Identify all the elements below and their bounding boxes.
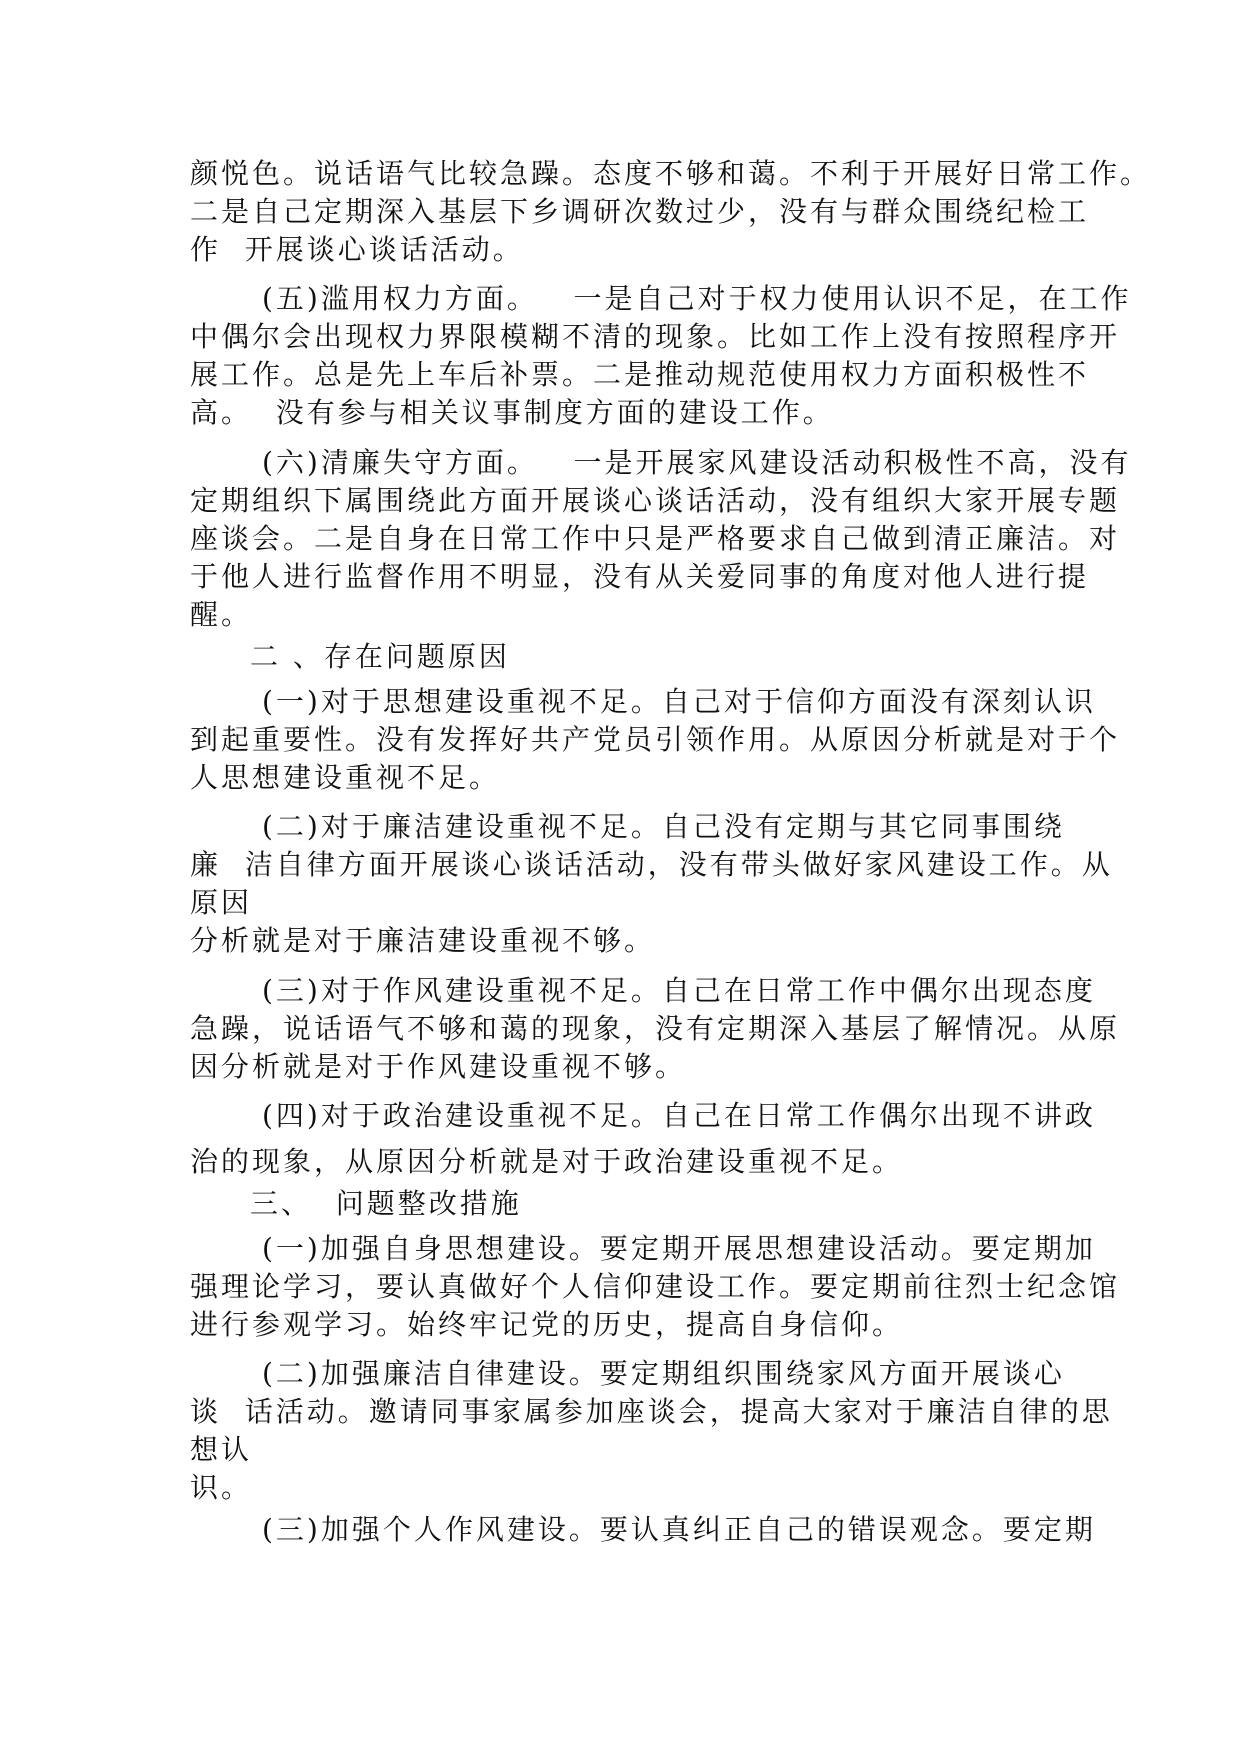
text-line: 到起重要性。没有发挥好共产党员引领作用。从原因分析就是对于个 (190, 723, 1121, 756)
text-line: 强理论学习，要认真做好个人信仰建设工作。要定期前往烈士纪念馆 (190, 1270, 1121, 1303)
section-heading-line: (四)对于政治建设重视不足。自己在日常工作偶尔出现不讲政 (262, 1099, 1096, 1132)
text-line: 高。 没有参与相关议事制度方面的建设工作。 (190, 396, 834, 429)
text-line: 识。 (190, 1471, 253, 1504)
text-line: 于他人进行监督作用不明显，没有从关爱同事的角度对他人进行提 (190, 560, 1090, 593)
section-heading-line: (二)对于廉洁建设重视不足。自己没有定期与其它同事围绕 (262, 810, 1065, 843)
chapter-heading: 二 、存在问题原因 (250, 640, 510, 673)
text-line: 定期组织下属围绕此方面开展谈心谈话活动，没有组织大家开展专题 (190, 484, 1121, 517)
text-line: 想认 (190, 1433, 253, 1466)
text-line: 急躁，说话语气不够和蔼的现象，没有定期深入基层了解情况。从原 (190, 1012, 1121, 1045)
text-line: 人思想建设重视不足。 (190, 761, 501, 794)
text-line: 分析就是对于廉洁建设重视不够。 (190, 924, 656, 957)
section-heading-line: (六)清廉失守方面。 一是开展家风建设活动积极性不高，没有 (262, 446, 1132, 479)
section-heading-line: (三)对于作风建设重视不足。自己在日常工作中偶尔出现态度 (262, 974, 1096, 1007)
text-line: 醒。 (190, 598, 253, 631)
text-line: 治的现象，从原因分析就是对于政治建设重视不足。 (190, 1145, 904, 1178)
section-heading-line: (三)加强个人作风建设。要认真纠正自己的错误观念。要定期 (262, 1513, 1096, 1546)
section-heading-line: (二)加强廉洁自律建设。要定期组织围绕家风方面开展谈心 (262, 1357, 1065, 1390)
chapter-heading: 三、 问题整改措施 (250, 1187, 522, 1220)
text-line: 进行参观学习。始终牢记党的历史，提高自身信仰。 (190, 1308, 904, 1341)
text-line: 二是自己定期深入基层下乡调研次数过少，没有与群众围绕纪检工 (190, 195, 1090, 228)
text-line: 中偶尔会出现权力界限模糊不清的现象。比如工作上没有按照程序开 (190, 320, 1121, 353)
section-heading-line: (一)加强自身思想建设。要定期开展思想建设活动。要定期加 (262, 1232, 1096, 1265)
text-line: 展工作。总是先上车后补票。二是推动规范使用权力方面积极性不 (190, 358, 1090, 391)
text-line: 原因 (190, 886, 253, 919)
text-line: 座谈会。二是自身在日常工作中只是严格要求自己做到清正廉洁。对 (190, 522, 1121, 555)
text-line: 谈 话活动。邀请同事家属参加座谈会，提高大家对于廉洁自律的思 (190, 1395, 1113, 1428)
section-heading-line: (五)滥用权力方面。 一是自己对于权力使用认识不足，在工作 (262, 282, 1132, 315)
text-line: 因分析就是对于作风建设重视不够。 (190, 1050, 687, 1083)
text-line: 廉 洁自律方面开展谈心谈话活动，没有带头做好家风建设工作。从 (190, 848, 1113, 881)
text-line: 作 开展谈心谈话活动。 (190, 233, 524, 266)
section-heading-line: (一)对于思想建设重视不足。自己对于信仰方面没有深刻认识 (262, 685, 1096, 718)
text-line: 颜悦色。说话语气比较急躁。态度不够和蔼。不利于开展好日常工作。 (190, 157, 1152, 190)
